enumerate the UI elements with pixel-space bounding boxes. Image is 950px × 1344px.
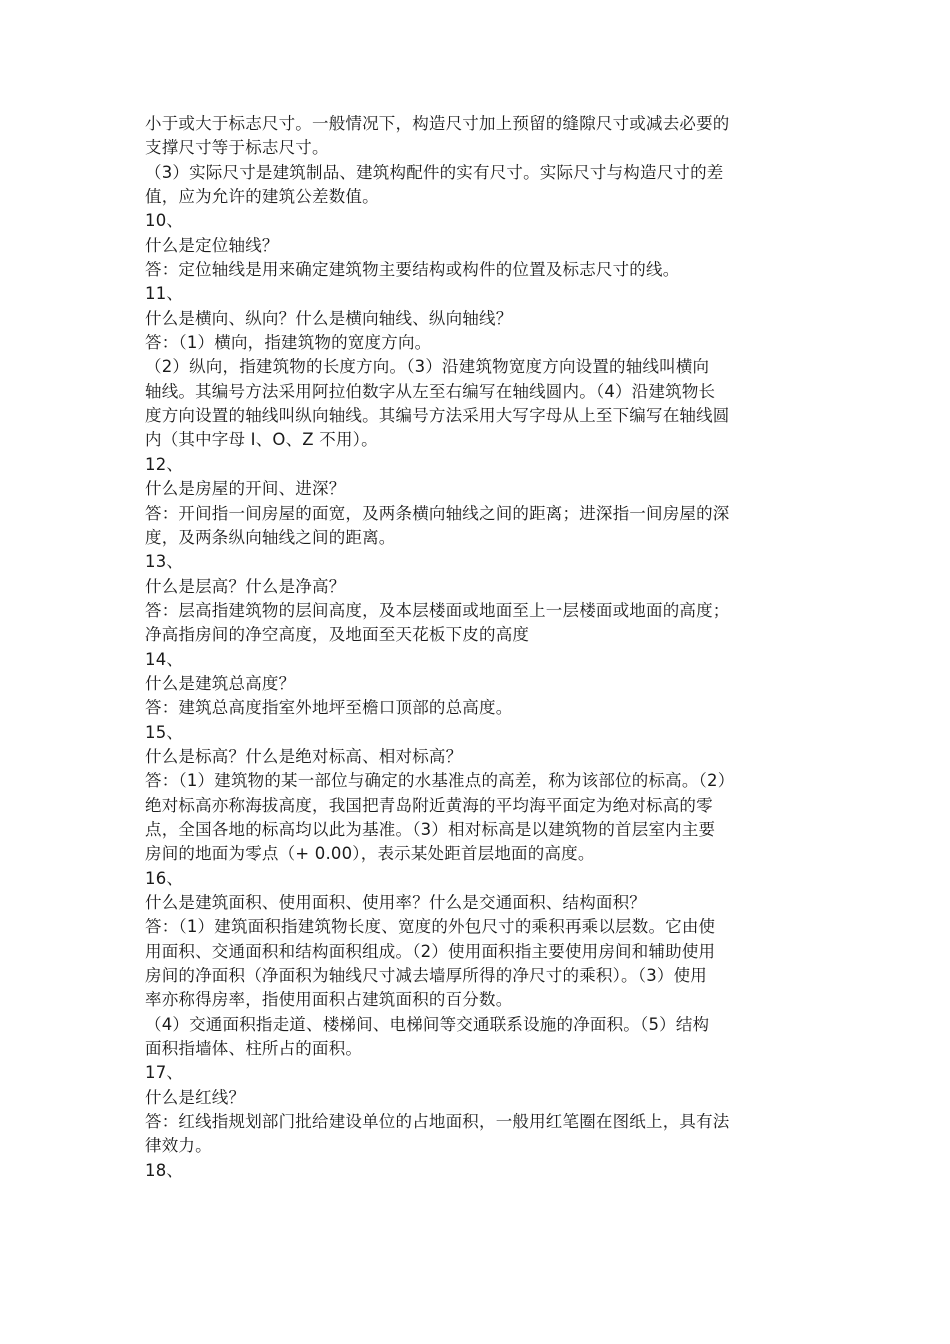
text-line: 律效力。 [145, 1136, 212, 1156]
question-number: 14、 [145, 649, 184, 669]
text-line: 点，全国各地的标高均以此为基准。（3）相对标高是以建筑物的首层室内主要 [145, 819, 716, 839]
question-number: 11、 [145, 284, 184, 304]
question-number: 16、 [145, 868, 184, 888]
text-line: 小于或大于标志尺寸。一般情况下，构造尺寸加上预留的缝隙尺寸或减去必要的 [145, 114, 730, 133]
question-number: 12、 [145, 454, 184, 474]
answer-text: 答：（1）横向，指建筑物的宽度方向。 [145, 333, 432, 353]
text-line: 内（其中字母 I、O、Z 不用）。 [145, 430, 378, 450]
question-text: 什么是建筑总高度？ [145, 673, 296, 693]
answer-text: 答：定位轴线是用来确定建筑物主要结构或构件的位置及标志尺寸的线。 [145, 260, 680, 280]
text-line: 支撑尺寸等于标志尺寸。 [145, 138, 329, 158]
question-text: 什么是定位轴线？ [145, 235, 279, 255]
text-line: （2）纵向，指建筑物的长度方向。（3）沿建筑物宽度方向设置的轴线叫横向 [145, 357, 710, 377]
answer-text: 答：层高指建筑物的层间高度，及本层楼面或地面至上一层楼面或地面的高度； [145, 600, 730, 620]
text-line: 度，及两条纵向轴线之间的距离。 [145, 527, 396, 547]
text-line: （4）交通面积指走道、楼梯间、电梯间等交通联系设施的净面积。（5）结构 [145, 1014, 710, 1034]
question-text: 什么是建筑面积、使用面积、使用率？什么是交通面积、结构面积？ [145, 893, 646, 912]
text-line: 度方向设置的轴线叫纵向轴线。其编号方法采用大写字母从上至下编写在轴线圆 [145, 406, 730, 426]
document-body [145, 112, 820, 1183]
text-line: 用面积、交通面积和结构面积组成。（2）使用面积指主要使用房间和辅助使用 [145, 941, 716, 961]
text-line: （3）实际尺寸是建筑制品、建筑构配件的实有尺寸。实际尺寸与构造尺寸的差 [145, 162, 724, 182]
text-line: 值，应为允许的建筑公差数值。 [145, 187, 379, 207]
question-number: 15、 [145, 722, 184, 742]
question-text: 什么是层高？什么是净高？ [145, 576, 346, 596]
answer-text: 答：建筑总高度指室外地坪至檐口顶部的总高度。 [145, 698, 513, 718]
question-text: 什么是红线？ [145, 1087, 246, 1107]
answer-text: 答：（1）建筑面积指建筑物长度、宽度的外包尺寸的乘积再乘以层数。它由使 [145, 917, 716, 937]
text-line: 轴线。其编号方法采用阿拉伯数字从左至右编写在轴线圆内。（4）沿建筑物长 [145, 381, 716, 401]
text-line: 面积指墙体、柱所占的面积。 [145, 1039, 363, 1059]
text-line: 房间的地面为零点（+ 0.00），表示某处距首层地面的高度。 [145, 844, 595, 864]
question-text: 什么是房屋的开间、进深？ [145, 479, 346, 499]
answer-text: 答：开间指一间房屋的面宽，及两条横向轴线之间的距离；进深指一间房屋的深 [145, 503, 730, 523]
text-line: 净高指房间的净空高度，及地面至天花板下皮的高度 [145, 625, 530, 645]
answer-text: 答：（1）建筑物的某一部位与确定的水基准点的高差，称为该部位的标高。（2） [145, 771, 735, 791]
question-number: 17、 [145, 1063, 184, 1083]
text-line: 绝对标高亦称海拔高度，我国把青岛附近黄海的平均海平面定为绝对标高的零 [145, 795, 713, 815]
text-line: 房间的净面积（净面积为轴线尺寸减去墙厚所得的净尺寸的乘积）。（3）使用 [145, 966, 707, 986]
answer-text: 答：红线指规划部门批给建设单位的占地面积，一般用红笔圈在图纸上，具有法 [145, 1112, 730, 1132]
question-text: 什么是横向、纵向？什么是横向轴线、纵向轴线？ [145, 308, 513, 328]
question-number: 18、 [145, 1160, 184, 1180]
text-line: 率亦称得房率，指使用面积占建筑面积的百分数。 [145, 990, 513, 1010]
question-number: 13、 [145, 552, 184, 572]
question-text: 什么是标高？什么是绝对标高、相对标高？ [145, 746, 463, 766]
question-number: 10、 [145, 211, 184, 231]
